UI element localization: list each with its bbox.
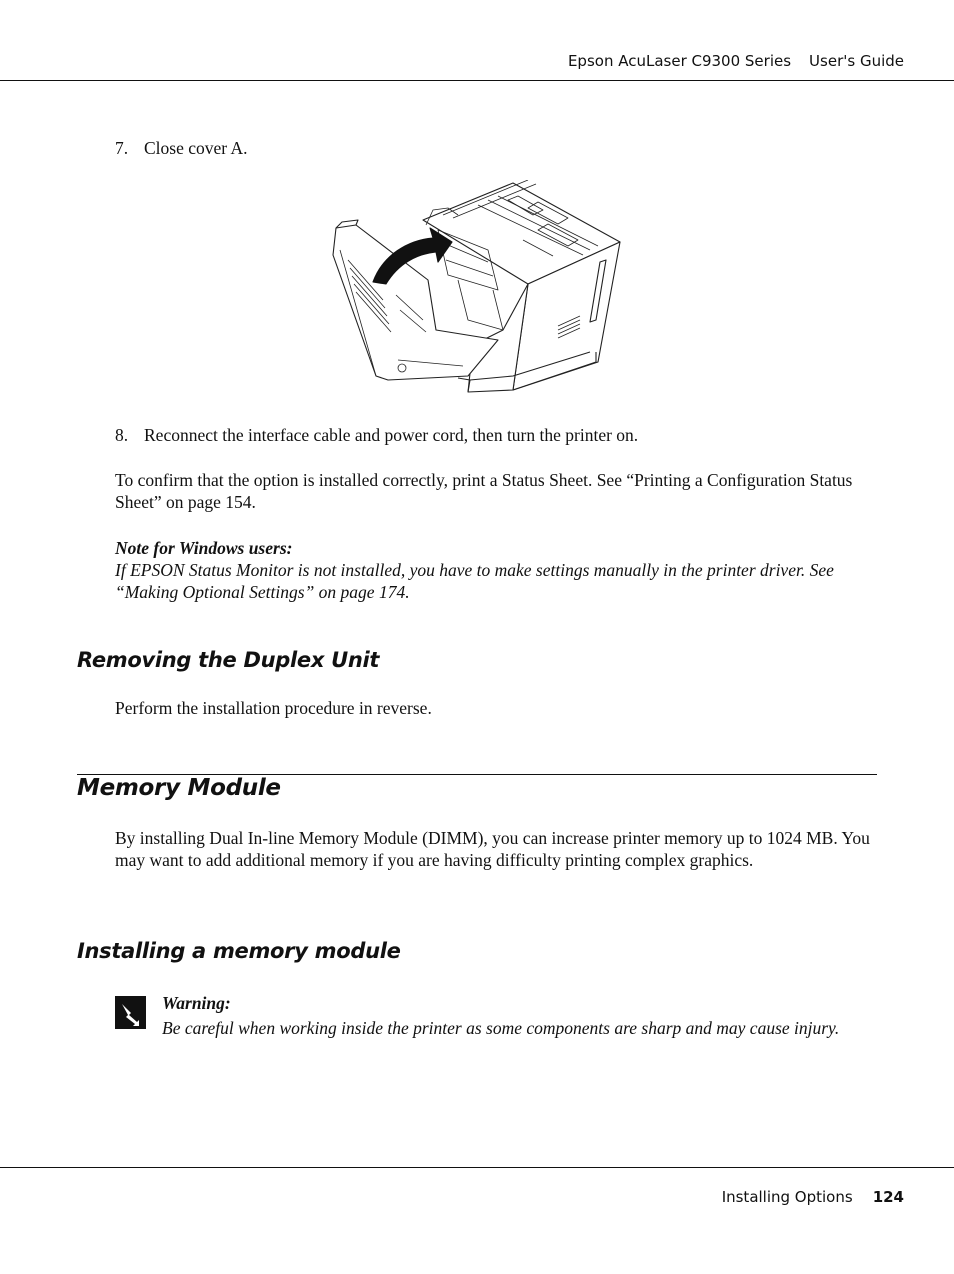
heading-installing-memory: Installing a memory module bbox=[77, 939, 401, 963]
memory-text: By installing Dual In-line Memory Module (DIMM), you can increase printer memory up to 1024 MB. You may want to add additional memory if you are having difficulty printing complex graphics. bbox=[115, 828, 870, 870]
header-product: Epson AcuLaser C9300 Series bbox=[567, 52, 792, 70]
step-7 bbox=[115, 137, 880, 159]
warning-icon bbox=[115, 996, 146, 1029]
step-7-text: Close cover A. bbox=[144, 138, 248, 158]
removing-text: Perform the installation procedure in reverse. bbox=[115, 698, 432, 718]
step-8 bbox=[115, 424, 880, 446]
page-number: 124 bbox=[872, 1188, 904, 1206]
header-rule bbox=[0, 80, 954, 81]
footer-section: Installing Options bbox=[721, 1188, 853, 1206]
footer-rule bbox=[0, 1167, 954, 1168]
heading-removing-duplex: Removing the Duplex Unit bbox=[77, 648, 380, 672]
step-8-number: 8. bbox=[115, 425, 129, 445]
warning-block bbox=[162, 991, 882, 1041]
step-7-number: 7. bbox=[115, 138, 129, 158]
step-8-text: Reconnect the interface cable and power cord, then turn the printer on. bbox=[144, 425, 639, 445]
confirm-paragraph: To confirm that the option is installed correctly, print a Status Sheet. See “Printing a Configuration Status Sheet” on page 154. bbox=[115, 470, 853, 512]
page-header bbox=[568, 52, 904, 70]
warning-title: Warning: bbox=[162, 993, 231, 1013]
note-title: Note for Windows users: bbox=[115, 538, 293, 558]
warning-body: Be careful when working inside the printer as some components are sharp and may cause injury. bbox=[162, 1018, 840, 1038]
page-footer bbox=[722, 1188, 904, 1206]
printer-cover-illustration bbox=[328, 180, 628, 394]
heading-memory-module: Memory Module bbox=[77, 775, 281, 801]
note-block bbox=[115, 537, 880, 603]
note-body: If EPSON Status Monitor is not installed, you have to make settings manually in the printer driver. See “Making Optional Settings” on page 174. bbox=[115, 560, 834, 602]
header-guide: User's Guide bbox=[809, 52, 904, 70]
